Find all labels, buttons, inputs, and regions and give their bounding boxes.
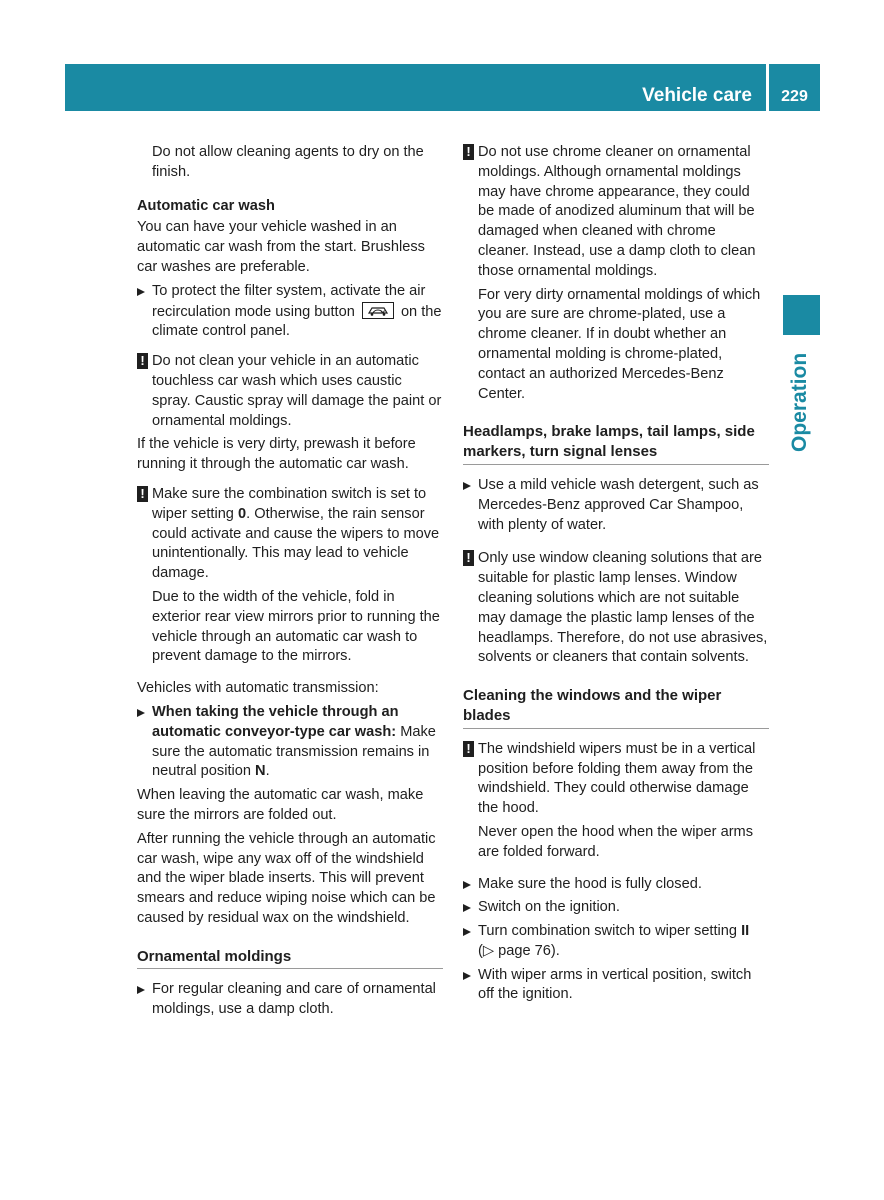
step-hood-text: Make sure the hood is fully closed. — [478, 875, 702, 892]
leaving-text: When leaving the automatic car wash, make sure the mirrors are folded out. — [137, 787, 424, 823]
section-title: Vehicle care — [642, 85, 752, 106]
side-section-label: Operation — [788, 352, 811, 452]
page-number: 229 — [781, 88, 808, 105]
step-conveyor-text: Make sure the automatic transmission remains in neutral position — [152, 723, 436, 780]
step-filter — [137, 282, 443, 342]
warning-touchless — [137, 352, 443, 431]
intro-text: Do not allow cleaning agents to dry on the finish. — [152, 144, 424, 180]
step-arrow-icon — [463, 881, 471, 889]
warning-icon: ! — [137, 486, 148, 502]
warning-wipers-cont: Never open the hood when the wiper arms are folded forward. — [478, 823, 754, 860]
air-recirculation-icon — [362, 302, 394, 319]
warning-lenses — [463, 549, 769, 668]
side-tab-marker — [783, 295, 820, 335]
header-bar — [65, 64, 766, 111]
step-arrow-icon — [463, 904, 471, 912]
warning-wiper-setting — [137, 485, 443, 584]
step-arrow-icon — [463, 972, 471, 980]
right-column — [463, 143, 769, 1009]
auto-trans-text: Vehicles with automatic transmission: — [137, 680, 379, 697]
neutral-position-value: N — [255, 763, 266, 780]
warning-touchless-text: Do not clean your vehicle in an automatic touchless car wash which uses caustic spray. Caustic spray will damage the paint or ornamental moldings. — [152, 353, 442, 429]
step-arrow-icon — [137, 986, 145, 994]
step-detergent — [463, 476, 769, 535]
step-conveyor — [137, 703, 443, 782]
step-arrow-icon — [137, 288, 145, 296]
warning-mirrors-text: Due to the width of the vehicle, fold in exterior rear view mirrors prior to running the vehicle through an automatic car wash to prevent damage to the mirrors. — [152, 588, 440, 665]
left-column — [137, 143, 443, 1024]
step-ignition — [463, 898, 769, 918]
warning-wipers — [463, 740, 769, 819]
warning-wiper-text: Make sure the combination switch is set to wiper setting — [152, 485, 427, 522]
step-ornamental-text: For regular cleaning and care of ornamental moldings, use a damp cloth. — [152, 981, 436, 1018]
step-ignition-off-text: With wiper arms in vertical position, switch off the ignition. — [478, 966, 752, 1003]
step-conveyor-bold: When taking the vehicle through an automatic conveyor-type car wash: — [152, 703, 399, 740]
step-switch — [463, 922, 769, 962]
warning-chrome-cont: For very dirty ornamental moldings of which you are sure are chrome-plated, use a chrome cleaner. If in doubt whether an ornamental molding is chrome-plated, contact an authorized Mercedes-Benz Center. — [478, 286, 761, 402]
warning-icon: ! — [463, 741, 474, 757]
warning-wipers-text: The windshield wipers must be in a vertical position before folding them away from the windshield. They could otherwise damage the hood. — [478, 740, 756, 817]
warning-icon: ! — [463, 144, 474, 160]
wiper-setting-value: 0 — [238, 505, 247, 522]
warning-wiper-text-end: . Otherwise, the rain sensor could activate and cause the wipers to move unintentionally. This may lead to vehicle damage. — [152, 505, 440, 582]
step-filter-text: To protect the filter system, activate the air recirculation mode using button — [152, 282, 426, 320]
lamps-heading: Headlamps, brake lamps, tail lamps, side markers, turn signal lenses — [463, 422, 769, 465]
step-filter-text-end: on the climate control panel. — [152, 303, 442, 340]
page-number-box — [769, 64, 820, 111]
step-ignition-off — [463, 966, 769, 1006]
step-arrow-icon — [463, 928, 471, 936]
step-detergent-text: Use a mild vehicle wash detergent, such as Mercedes-Benz approved Car Shampoo, with plenty of water. — [478, 476, 759, 533]
warning-icon: ! — [463, 550, 474, 566]
warning-icon: ! — [137, 353, 148, 369]
wiper-setting-value: II — [741, 923, 750, 940]
prewash-text: If the vehicle is very dirty, prewash it before running it through the automatic car wash. — [137, 436, 416, 473]
auto-wash-text: You can have your vehicle washed in an automatic car wash from the start. Brushless car washes are preferable. — [137, 219, 425, 275]
step-ornamental — [137, 980, 443, 1020]
wax-text: After running the vehicle through an automatic car wash, wipe any wax off of the windshield and the wiper blade inserts. This will prevent smears and reduce wiping noise which can be caused by residual wax on the windshield. — [137, 830, 436, 926]
step-switch-text: Turn combination switch to wiper setting — [478, 923, 738, 940]
warning-chrome — [463, 143, 769, 282]
warning-chrome-text: Do not use chrome cleaner on ornamental moldings. Although ornamental moldings may have chrome appearance, they could be made of anodized aluminum that will be damaged when cleaned with chrome cleaner. Instead, use a damp cloth to clean those ornamental moldings. — [478, 144, 756, 279]
ornamental-heading: Ornamental moldings — [137, 947, 443, 970]
step-arrow-icon — [137, 709, 145, 717]
step-hood — [463, 875, 769, 895]
warning-lenses-text: Only use window cleaning solutions that are suitable for plastic lamp lenses. Window cleaning solutions which are not suitable may damage the plastic lamp lenses of the headlamps. Therefore, do not use abrasives, solvents or cleaners that contain solvents. — [478, 550, 768, 666]
step-arrow-icon — [463, 482, 471, 490]
page-reference: (▷ page 76). — [478, 942, 560, 959]
windows-heading: Cleaning the windows and the wiper blades — [463, 686, 769, 729]
auto-wash-heading: Automatic car wash — [137, 197, 275, 214]
step-conveyor-end: . — [265, 763, 270, 780]
step-ignition-text: Switch on the ignition. — [478, 899, 620, 916]
